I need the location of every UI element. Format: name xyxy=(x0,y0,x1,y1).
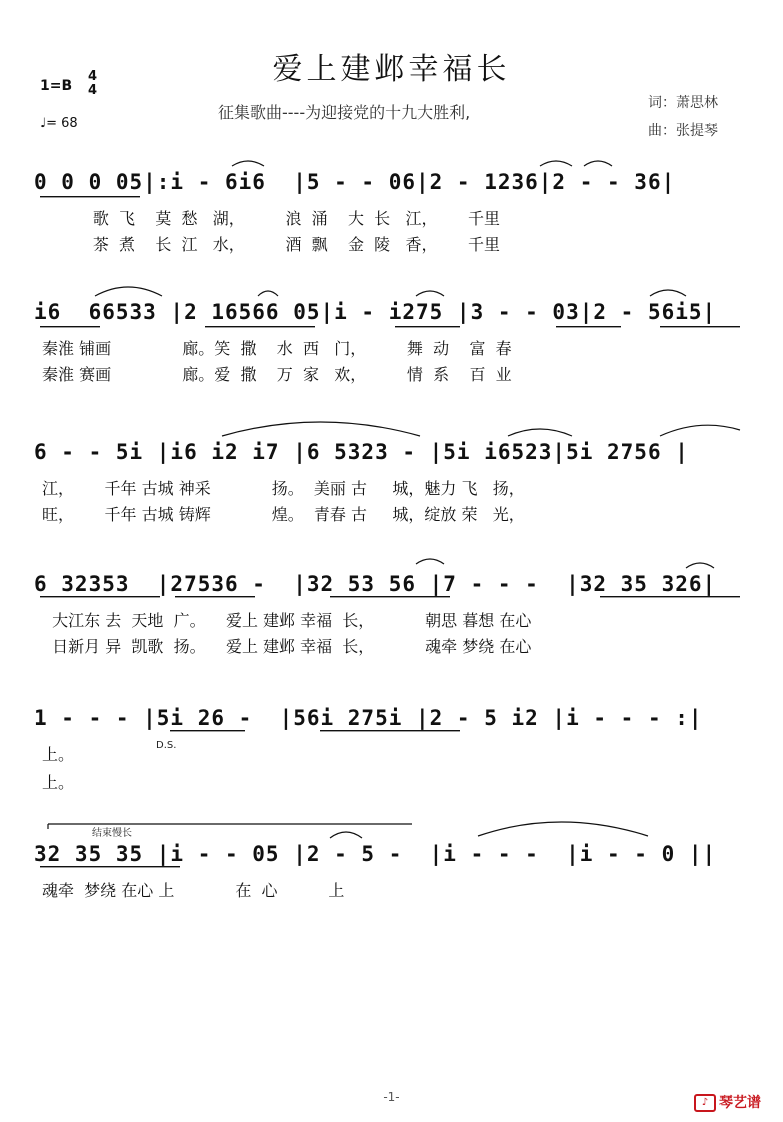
tempo-marking xyxy=(40,116,78,131)
lyric-verse-1: 秦淮 铺画 廊。笑 撒 水 西 门， 舞 动 富 春 xyxy=(42,339,512,358)
lyric-verse-2: 旺， 千年 古城 铸辉 煌。 青春 古 城，绽放 荣 光， xyxy=(42,505,525,524)
song-subtitle: 征集歌曲----为迎接党的十九大胜利, xyxy=(218,103,471,122)
notation-line: 0 0 0 05|:i - 6i6 |5 - - 06|2 - 1236|2 - - 36| xyxy=(34,170,676,194)
ending-mark: 结束慢长 xyxy=(92,828,132,839)
ds-mark: D.S. xyxy=(156,740,177,751)
lyric-verse-1: 上。 xyxy=(42,745,75,764)
notation-line: 6 32353 |27536 - |32 53 56 |7 - - - |32 35 326| xyxy=(34,572,717,596)
time-top: 4 xyxy=(88,69,98,84)
time-bottom: 4 xyxy=(88,83,98,98)
page-number: -1- xyxy=(383,1090,400,1104)
notation-line: 6 - - 5i |i6 i2 i7 |6 5323 - |5i i6523|5i 2756 | xyxy=(34,440,689,464)
lyric-verse-1: 江， 千年 古城 神采 扬。 美丽 古 城，魅力 飞 扬， xyxy=(42,479,525,498)
lyric-verse-1: 大江东 去 天地 广。 爱上 建邺 幸福 长， 朝思 暮想 在心 xyxy=(42,611,532,630)
site-logo xyxy=(694,1092,761,1112)
logo-text: 琴艺谱 xyxy=(719,1095,761,1111)
lyricist-credit: 词：萧思林 xyxy=(648,95,718,111)
lyric-verse-2: 茶 煮 长 江 水， 酒 飘 金 陵 香， 千里 xyxy=(42,235,500,254)
lyric-verse-1: 歌 飞 莫 愁 湖， 浪 涌 大 长 江， 千里 xyxy=(42,209,500,228)
lyric-verse-1: 魂牵 梦绕 在心 上 在 心 上 xyxy=(42,881,345,900)
notation-line: i6 66533 |2 16566 05|i - i275 |3 - - 03|2 - 56i5| xyxy=(34,300,717,324)
quarter-note-icon: ♩ xyxy=(40,116,47,131)
lyric-verse-2: 日新月 异 凯歌 扬。 爱上 建邺 幸福 长， 魂牵 梦绕 在心 xyxy=(42,637,532,656)
piano-logo-icon: ♪ xyxy=(694,1094,716,1112)
lyric-verse-2: 秦淮 赛画 廊。爱 撒 万 家 欢， 情 系 百 业 xyxy=(42,365,512,384)
song-title: 爱上建邺幸福长 xyxy=(272,52,511,87)
notation-line: 32 35 35 |i - - 05 |2 - 5 - |i - - - |i - - 0 || xyxy=(34,842,717,866)
key-signature: 1=B xyxy=(40,78,73,94)
notation-line: 1 - - - |5i 26 - |56i 275i |2 - 5 i2 |i - - - :| xyxy=(34,706,703,730)
time-signature xyxy=(88,70,97,98)
lyric-verse-2: 上。 xyxy=(42,773,75,792)
composer-credit: 曲：张提琴 xyxy=(648,123,718,139)
tempo-value: = 68 xyxy=(46,116,78,131)
